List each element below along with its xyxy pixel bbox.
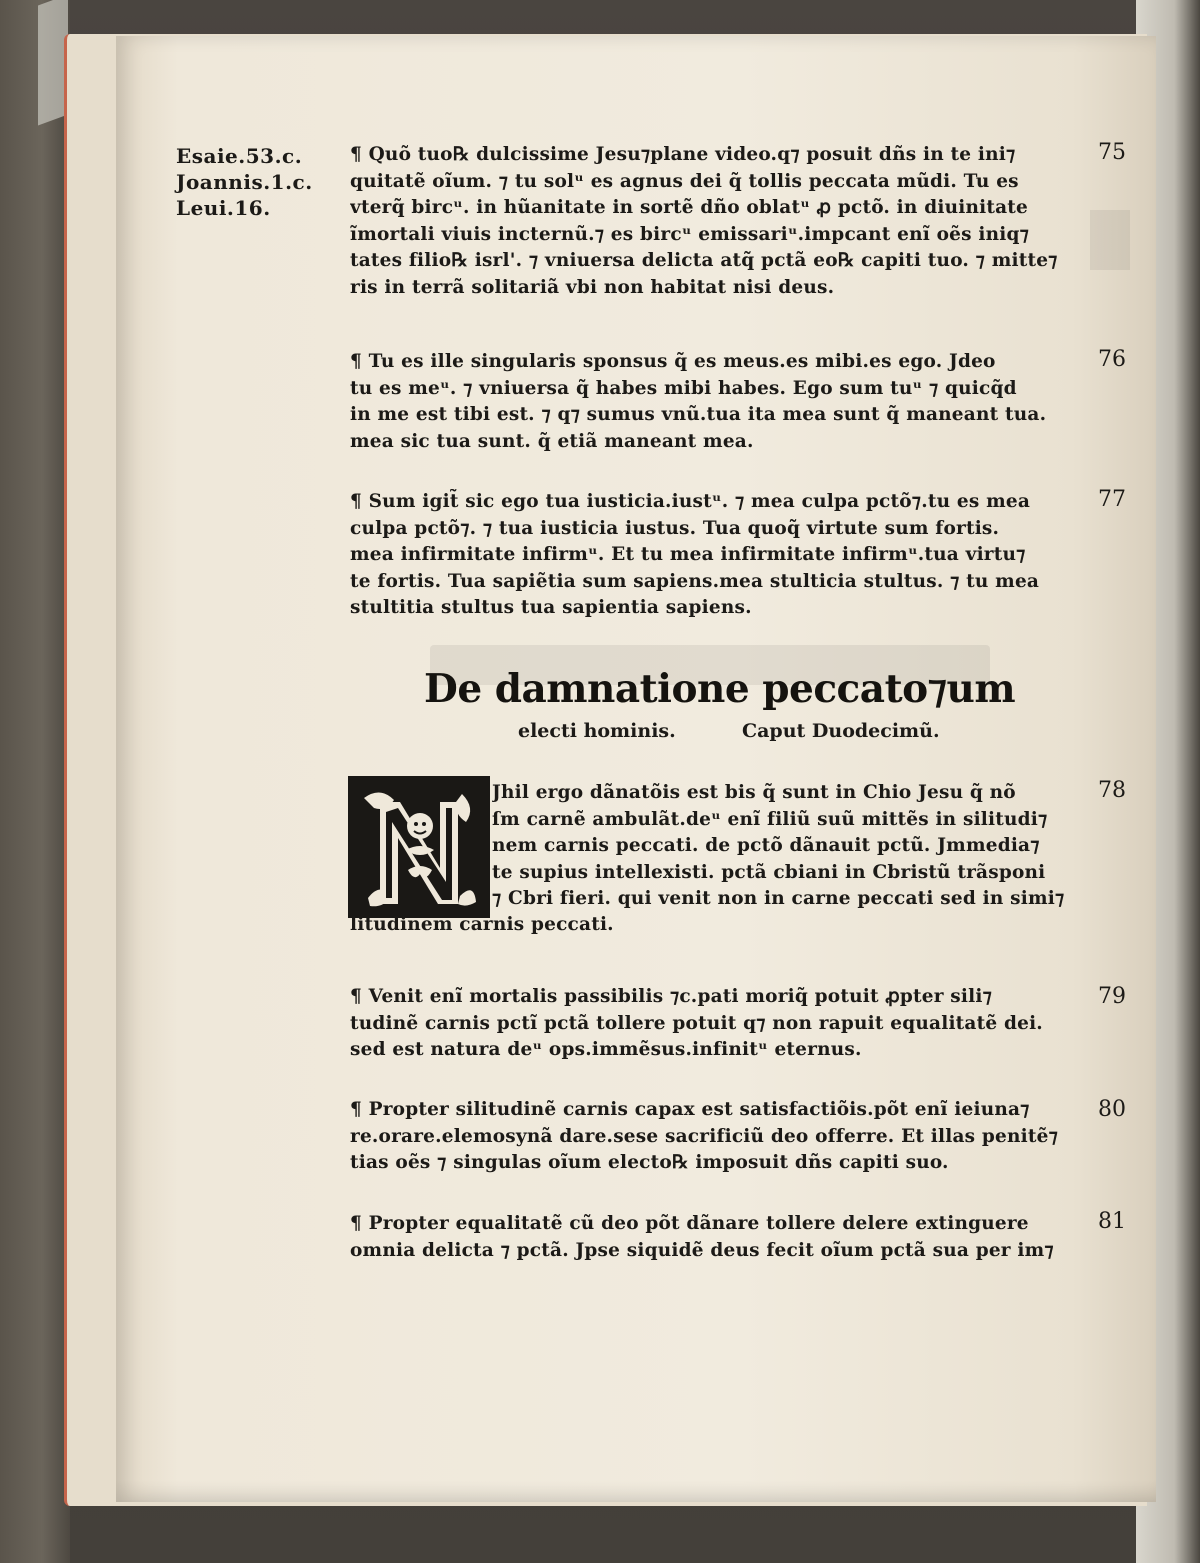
text-line: stultitia stultus tua sapientia sapiens. bbox=[350, 597, 752, 618]
decorated-initial bbox=[348, 776, 490, 918]
text-line: tudinẽ carnis pctĩ pctã tollere potuit q⁊ non rapuit equalitatẽ dei. bbox=[350, 1012, 1043, 1034]
text-line: ¶ Quõ tuo℞ dulcissime Jesu⁊plane video.q⁊ posuit dñs in te ini⁊ bbox=[350, 144, 1016, 165]
text-line: tu es meᵘ. ⁊ vniuersa q̃ habes mibi habes. Ego sum tuᵘ ⁊ quicq̃d bbox=[350, 377, 1017, 399]
margin-notes bbox=[176, 143, 313, 221]
text-line: sed est natura deᵘ ops.immẽsus.infinitᵘ eternus. bbox=[350, 1039, 862, 1060]
text-line: omnia delicta ⁊ pctã. Jpse siquidẽ deus fecit oĩum pctã sua per im⁊ bbox=[350, 1239, 1054, 1261]
paragraph-number: 76 bbox=[1098, 347, 1126, 372]
text-line: mea sic tua sunt. q̃ etiã maneant mea. bbox=[350, 430, 754, 452]
text-line: Jhil ergo dãnatõis est bis q̃ sunt in Chio Jesu q̃ nõ bbox=[492, 782, 1016, 803]
paragraph-number: 79 bbox=[1098, 984, 1126, 1009]
paragraph-number: 75 bbox=[1098, 140, 1126, 165]
page-bottom-shadow bbox=[116, 1480, 1156, 1502]
text-line: ĩmortali viuis incternũ.⁊ es bircᵘ emissariᵘ.impcant enĩ oẽs iniq⁊ bbox=[350, 223, 1030, 245]
chapter-subtitle-right: Caput Duodecimũ. bbox=[742, 720, 940, 742]
paragraph-number: 78 bbox=[1098, 778, 1126, 803]
text-line: ris in terrã solitariã vbi non habitat nisi deus. bbox=[350, 276, 835, 298]
text-line: ⁊ Cbri fieri. qui venit non in carne peccati sed in simi⁊ bbox=[492, 888, 1065, 909]
paragraph-number: 80 bbox=[1098, 1097, 1126, 1122]
text-line: re.orare.elemosynã dare.sese sacrificiũ deo offerre. Et illas penitẽ⁊ bbox=[350, 1125, 1058, 1147]
paragraph-number: 81 bbox=[1098, 1209, 1126, 1234]
text-line: te supius intellexisti. pctã cbiani in Cbristũ trãsponi bbox=[492, 861, 1046, 883]
chapter-title: De damnatione peccato⁊um bbox=[424, 666, 1016, 712]
text-line: ¶ Sum igit̃ sic ego tua iusticia.iustᵘ. ⁊ mea culpa pctõ⁊.tu es mea bbox=[350, 491, 1031, 512]
text-line: tates filio℞ isrl'. ⁊ vniuersa delicta atq̃ pctã eo℞ capiti tuo. ⁊ mitte⁊ bbox=[350, 250, 1058, 271]
paragraph-79 bbox=[350, 984, 1096, 1064]
book-cover-left bbox=[0, 0, 70, 1563]
text-line: mea infirmitate infirmᵘ. Et tu mea infirmitate infirmᵘ.tua virtu⁊ bbox=[350, 544, 1026, 565]
paragraph-78-tail bbox=[350, 912, 1096, 939]
margin-note: Joannis.1.c. bbox=[176, 170, 313, 194]
text-line: ¶ Venit enĩ mortalis passibilis ⁊c.pati moriq̃ potuit ꝓpter sili⁊ bbox=[350, 986, 992, 1007]
paragraph-number: 77 bbox=[1098, 487, 1126, 512]
text-line: vterq̃ bircᵘ. in hũanitate in sortẽ dño oblatᵘ ꝓ pctõ. in diuinitate bbox=[350, 197, 1028, 218]
paragraph-80 bbox=[350, 1097, 1096, 1177]
text-line: nem carnis peccati. de pctõ dãnauit pctũ. Jmmedia⁊ bbox=[492, 835, 1040, 856]
chapter-subtitle-left: electi hominis. bbox=[518, 720, 676, 742]
text-line: tias oẽs ⁊ singulas oĩum electo℞ imposuit dñs capiti suo. bbox=[350, 1152, 949, 1173]
text-line: te fortis. Tua sapiẽtia sum sapiens.mea stulticia stultus. ⁊ tu mea bbox=[350, 570, 1040, 592]
text-line: quitatẽ oĩum. ⁊ tu solᵘ es agnus dei q̃ tollis peccata mũdi. Tu es bbox=[350, 170, 1019, 192]
text-line: in me est tibi est. ⁊ q⁊ sumus vnũ.tua ita mea sunt q̃ maneant tua. bbox=[350, 404, 1047, 425]
paragraph-78 bbox=[492, 780, 1096, 913]
paragraph-75 bbox=[350, 142, 1096, 301]
decorated-initial-n-icon bbox=[350, 778, 488, 916]
text-line: ſm carnẽ ambulãt.deᵘ enĩ filiũ suũ mittẽs in silitudi⁊ bbox=[492, 808, 1048, 830]
text-line: ¶ Propter equalitatẽ cũ deo põt dãnare tollere delere extinguere bbox=[350, 1213, 1029, 1234]
margin-note: Esaie.53.c. bbox=[176, 144, 303, 168]
text-line: litudinem carnis peccati. bbox=[350, 914, 614, 935]
paragraph-77 bbox=[350, 489, 1096, 622]
margin-note: Leui.16. bbox=[176, 196, 271, 220]
text-line: ¶ Propter silitudinẽ carnis capax est satisfactiõis.põt enĩ ieiuna⁊ bbox=[350, 1099, 1030, 1120]
text-line: ¶ Tu es ille singularis sponsus q̃ es meus.es mibi.es ego. Jdeo bbox=[350, 351, 996, 372]
text-line: culpa pctõ⁊. ⁊ tua iusticia iustus. Tua quoq̃ virtute sum fortis. bbox=[350, 517, 1000, 539]
paragraph-76 bbox=[350, 349, 1096, 455]
paragraph-81 bbox=[350, 1211, 1096, 1264]
